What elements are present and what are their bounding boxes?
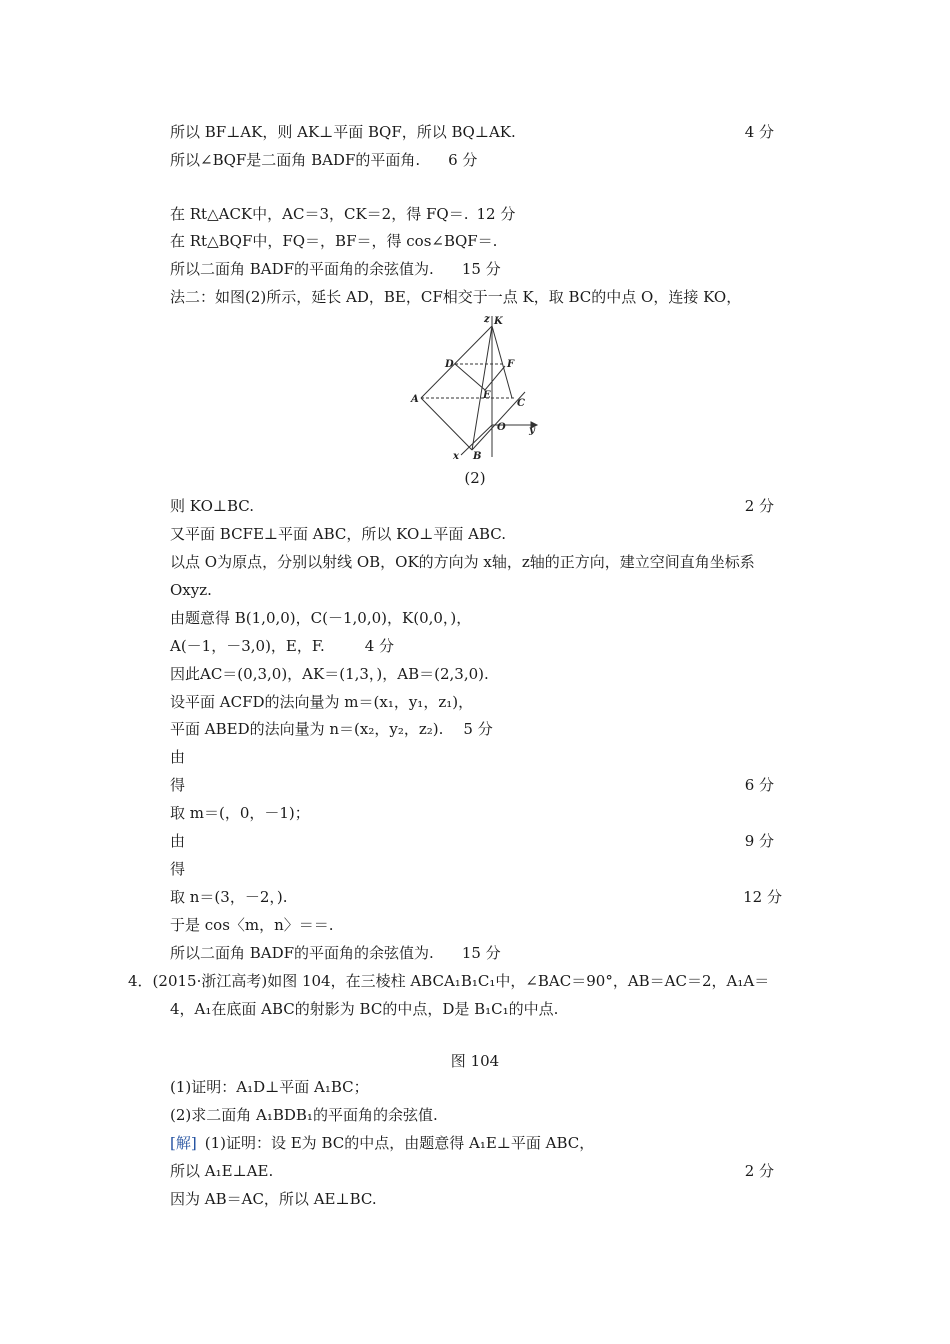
text-line: 因为 AB＝AC，所以 AE⊥BC. [170, 1190, 377, 1208]
label-A: A [411, 394, 419, 405]
solution-label: [解] [170, 1134, 197, 1152]
label-y: y [529, 425, 535, 436]
score-mark: 15 分 [461, 260, 501, 278]
text-line: 在 Rt△ACK中，AC＝3，CK＝2，得 FQ＝. 12 分 [170, 205, 516, 223]
score-mark: 6 分 [448, 151, 478, 169]
label-K: K [494, 316, 503, 327]
text-line: 设平面 ACFD的法向量为 m＝(x₁，y₁，z₁)， [170, 693, 474, 711]
score-mark: 12 分 [743, 888, 782, 906]
label-F: F [507, 359, 515, 370]
text-line: 于是 cos〈m，n〉＝＝. [170, 916, 334, 934]
text-line: 取 n＝(3，－2，). 12 分 [170, 888, 782, 906]
label-E: E [483, 390, 491, 401]
text-line: 所以 BF⊥AK，则 AK⊥平面 BQF，所以 BQ⊥AK. 4 分 [170, 123, 774, 141]
score-mark: 15 分 [461, 944, 501, 962]
score-mark: 12 分 [476, 205, 516, 223]
text-line: 又平面 BCFE⊥平面 ABC，所以 KO⊥平面 ABC. [170, 525, 506, 543]
problem-number: 4． [128, 972, 153, 990]
score-mark: 2 分 [744, 1162, 774, 1180]
score-mark: 4 分 [364, 637, 395, 655]
geometry-figure-2 [405, 312, 545, 464]
text-line: 得 [170, 860, 186, 878]
text-line: 由 9 分 [170, 832, 774, 850]
figure-caption: (2) [464, 469, 486, 487]
text-line: 所以二面角 BADF的平面角的余弦值为. 15 分 [170, 944, 501, 962]
score-mark: 5 分 [463, 720, 493, 738]
text-line: 所以∠BQF是二面角 BADF的平面角. 6 分 [170, 151, 478, 169]
text-line: 由 [170, 748, 186, 766]
text-line: 因此AC＝(0,3,0)，AK＝(1,3，)，AB＝(2,3,0). [170, 665, 489, 683]
score-mark: 2 分 [744, 497, 774, 515]
problem-4-line: 4．(2015·浙江高考)如图 104，在三棱柱 ABCA₁B₁C₁中，∠BAC＝90°，AB＝AC＝2，A₁A＝ [128, 972, 770, 990]
text-line: 取 m＝(，0，－1)； [170, 804, 310, 822]
text-line: 所以 A₁E⊥AE. 2 分 [170, 1162, 774, 1180]
text-line: 由题意得 B(1,0,0)，C(－1,0,0)，K(0,0，)， [170, 609, 472, 627]
label-x: x [453, 451, 459, 462]
text-line: 以点 O为原点，分别以射线 OB，OK的方向为 x轴，z轴的正方向，建立空间直角坐标系 [170, 553, 755, 571]
score-mark: 4 分 [744, 123, 774, 141]
text-line: (1)证明：A₁D⊥平面 A₁BC； [170, 1078, 369, 1096]
score-mark: 9 分 [744, 832, 774, 850]
text-line: 法二：如图(2)所示，延长 AD，BE，CF相交于一点 K，取 BC的中点 O，连接 KO， [170, 288, 742, 306]
label-z: z [484, 314, 490, 325]
text-line: 4，A₁在底面 ABC的射影为 BC的中点，D是 B₁C₁的中点. [170, 1000, 559, 1018]
text-line: A(－1，－3,0)，E，F. 4 分 [170, 637, 395, 655]
text-line: [解] (1)证明：设 E为 BC的中点，由题意得 A₁E⊥平面 ABC， [170, 1134, 595, 1152]
text-line: Oxyz. [170, 581, 212, 599]
text-line: 所以二面角 BADF的平面角的余弦值为. 15 分 [170, 260, 501, 278]
label-C: C [517, 398, 525, 409]
figure-104-caption: 图 104 [450, 1052, 500, 1070]
text-line: 得 6 分 [170, 776, 774, 794]
text-line: 在 Rt△BQF中，FQ＝，BF＝，得 cos∠BQF＝. [170, 232, 498, 250]
label-D: D [445, 359, 454, 370]
text-line: (2)求二面角 A₁BDB₁的平面角的余弦值. [170, 1106, 438, 1124]
label-B: B [473, 451, 482, 462]
score-mark: 6 分 [744, 776, 774, 794]
label-O: O [497, 422, 506, 433]
text-line: 平面 ABED的法向量为 n＝(x₂，y₂，z₂). 5 分 [170, 720, 493, 738]
text-line: 则 KO⊥BC. 2 分 [170, 497, 774, 515]
